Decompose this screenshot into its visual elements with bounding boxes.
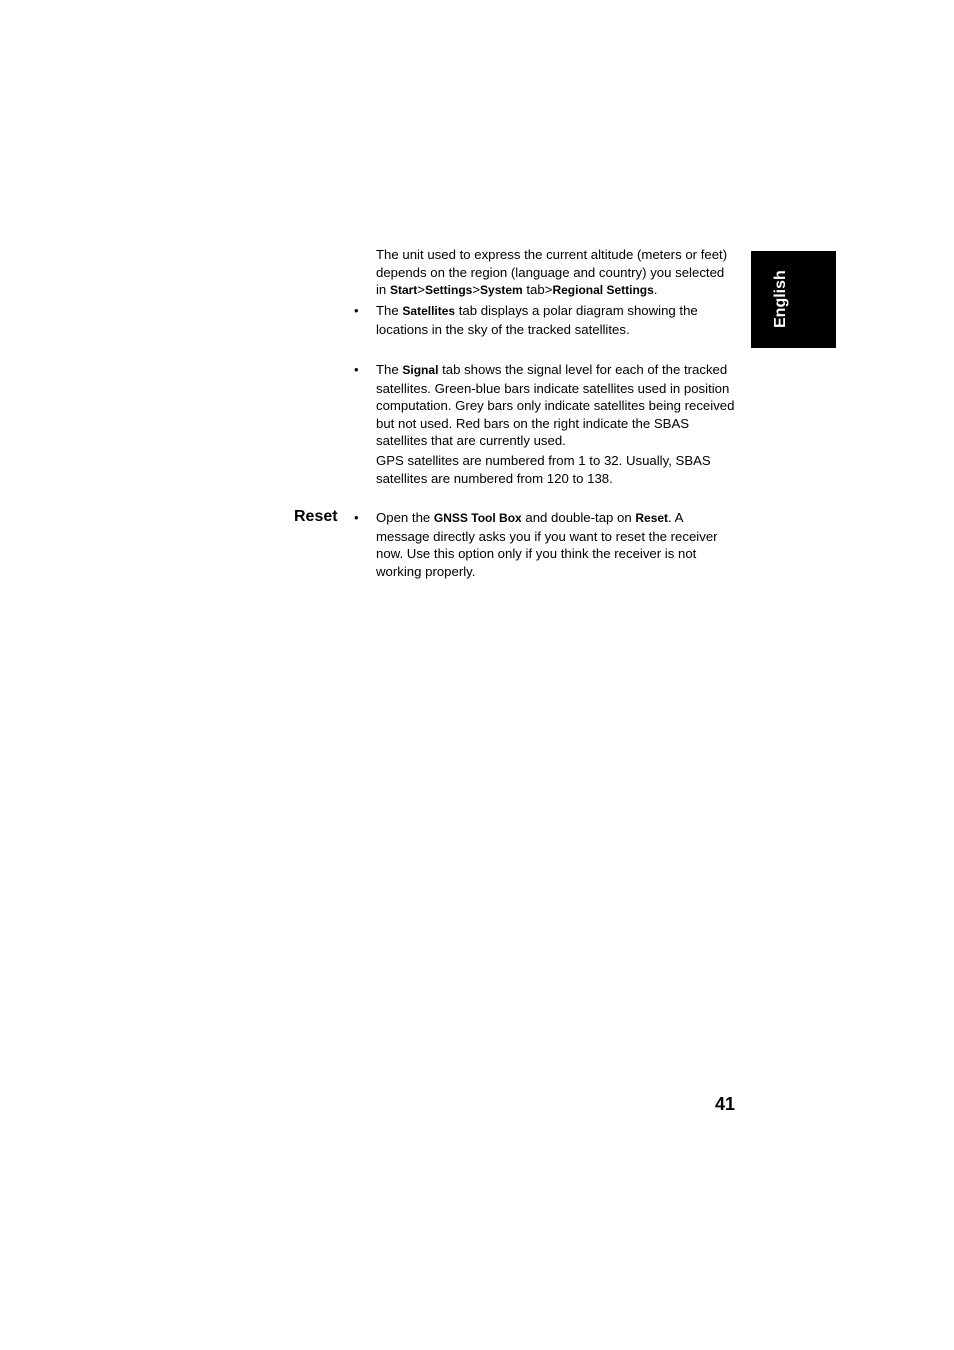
item-text: tab displays a polar diagram showing the locations in the sky of the tracked satellites.: [376, 303, 698, 337]
signal-tab-term: Signal: [402, 363, 439, 377]
language-side-tab: [751, 251, 836, 348]
bullet-mark: •: [354, 510, 359, 525]
reset-action-term: Reset: [635, 511, 669, 525]
menu-path-system: System: [480, 283, 523, 298]
signal-tab-item: [376, 361, 738, 450]
language-side-tab-label: English: [772, 270, 789, 328]
altitude-unit-paragraph: [376, 246, 738, 300]
satellites-tab-item: [376, 302, 738, 338]
item-text: and double-tap on: [521, 510, 636, 525]
item-text: tab shows the signal level for each of the tracked satellites. Green-blue bars indicate satellites used in position computation. Grey bars only indicate satellites being received but not used. Red bars on the right indicate the SBAS satellites that are currently used.: [376, 362, 735, 449]
gps-numbering-note: GPS satellites are numbered from 1 to 32. Usually, SBAS satellites are numbered from 120 to 138.: [376, 453, 711, 486]
gnss-tool-box-term: GNSS Tool Box: [433, 511, 522, 525]
menu-path-start: Start: [389, 283, 418, 298]
bullet-mark: •: [354, 362, 359, 377]
item-text: Open the: [376, 510, 434, 525]
satellites-tab-term: Satellites: [402, 304, 456, 318]
reset-item: [376, 509, 738, 580]
item-text: The: [376, 303, 403, 318]
reset-section-heading: Reset: [294, 508, 338, 525]
altitude-unit-text: The unit used to express the current altitude (meters or feet) depends on the region (language and country) you selected in: [376, 247, 728, 298]
bullet-mark: •: [354, 303, 359, 318]
menu-path-regional-settings: Regional Settings: [552, 283, 654, 298]
item-text: . A message directly asks you if you want to reset the receiver now. Use this option only if you think the receiver is not working properly.: [376, 510, 718, 579]
page-number: 41: [714, 1094, 735, 1114]
menu-path-settings: Settings: [424, 283, 473, 298]
menu-path-separator: >: [417, 282, 425, 298]
item-text: The: [376, 362, 403, 377]
sentence-end: .: [653, 282, 658, 298]
menu-path-separator: >: [472, 282, 481, 298]
menu-path-tab-word: tab>: [522, 282, 553, 298]
